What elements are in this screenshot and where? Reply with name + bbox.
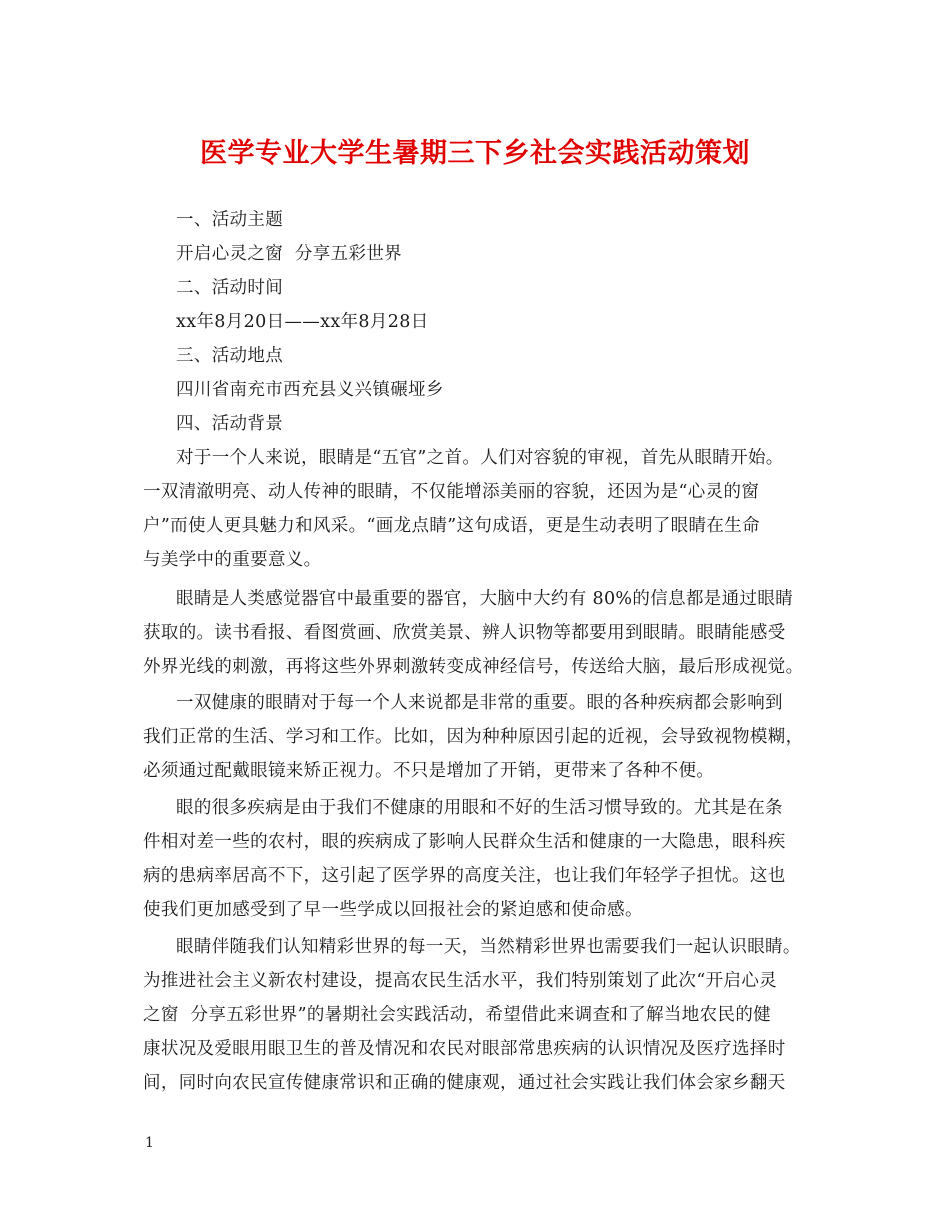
paragraph-line: 一双健康的眼睛对于每一个人来说都是非常的重要。眼的各种疾病都会影响到	[176, 693, 783, 713]
paragraph-line: 眼睛是人类感觉器官中最重要的器官，大脑中大约有 80%的信息都是通过眼睛	[176, 589, 794, 609]
section-heading-background: 四、活动背景	[176, 414, 284, 434]
section-text-theme: 开启心灵之窗 分享五彩世界	[176, 244, 403, 264]
section-text-time: xx年8月20日——xx年8月28日	[176, 312, 429, 332]
paragraph-line: 获取的。读书看报、看图赏画、欣赏美景、辨人识物等都要用到眼睛。眼睛能感受	[143, 623, 786, 643]
section-heading-time: 二、活动时间	[176, 278, 284, 298]
document-title: 医学专业大学生暑期三下乡社会实践活动策划	[200, 138, 750, 169]
section-heading-theme: 一、活动主题	[176, 210, 284, 230]
paragraph-line: 外界光线的刺激，再将这些外界刺激转变成神经信号，传送给大脑，最后形成视觉。	[143, 657, 804, 677]
paragraph-line: 一双清澈明亮、动人传神的眼睛，不仅能增添美丽的容貌，还因为是“心灵的窗	[143, 482, 760, 502]
paragraph-line: 康状况及爱眼用眼卫生的普及情况和农民对眼部常患疾病的认识情况及医疗选择时	[143, 1039, 786, 1059]
paragraph-line: 使我们更加感受到了早一些学成以回报社会的紧迫感和使命感。	[143, 900, 643, 920]
paragraph-line: 必须通过配戴眼镜来矫正视力。不只是增加了开销，更带来了各种不便。	[143, 761, 715, 781]
paragraph-line: 户”而使人更具魅力和风采。“画龙点睛”这句成语，更是生动表明了眼睛在生命	[143, 516, 760, 536]
page-number: 1	[145, 1135, 154, 1151]
paragraph-line: 我们正常的生活、学习和工作。比如，因为种种原因引起的近视，会导致视物模糊，	[143, 727, 804, 747]
paragraph-line: 与美学中的重要意义。	[143, 550, 322, 570]
section-text-place: 四川省南充市西充县义兴镇碾垭乡	[176, 380, 444, 400]
paragraph-line: 为推进社会主义新农村建设，提高农民生活水平，我们特别策划了此次“开启心灵	[143, 971, 778, 991]
paragraph-line: 病的患病率居高不下，这引起了医学界的高度关注，也让我们年轻学子担忧。这也	[143, 866, 786, 886]
section-heading-place: 三、活动地点	[176, 346, 284, 366]
paragraph-line: 间，同时向农民宣传健康常识和正确的健康观，通过社会实践让我们体会家乡翻天	[143, 1073, 786, 1093]
paragraph-line: 件相对差一些的农村，眼的疾病成了影响人民群众生活和健康的一大隐患，眼科疾	[143, 832, 786, 852]
paragraph-line: 眼的很多疾病是由于我们不健康的用眼和不好的生活习惯导致的。尤其是在条	[176, 798, 783, 818]
paragraph-line: 眼睛伴随我们认知精彩世界的每一天，当然精彩世界也需要我们一起认识眼睛。	[176, 937, 801, 957]
paragraph-line: 之窗 分享五彩世界”的暑期社会实践活动，希望借此来调查和了解当地农民的健	[143, 1005, 772, 1025]
paragraph-line: 对于一个人来说，眼睛是“五官”之首。人们对容貌的审视，首先从眼睛开始。	[176, 448, 784, 468]
